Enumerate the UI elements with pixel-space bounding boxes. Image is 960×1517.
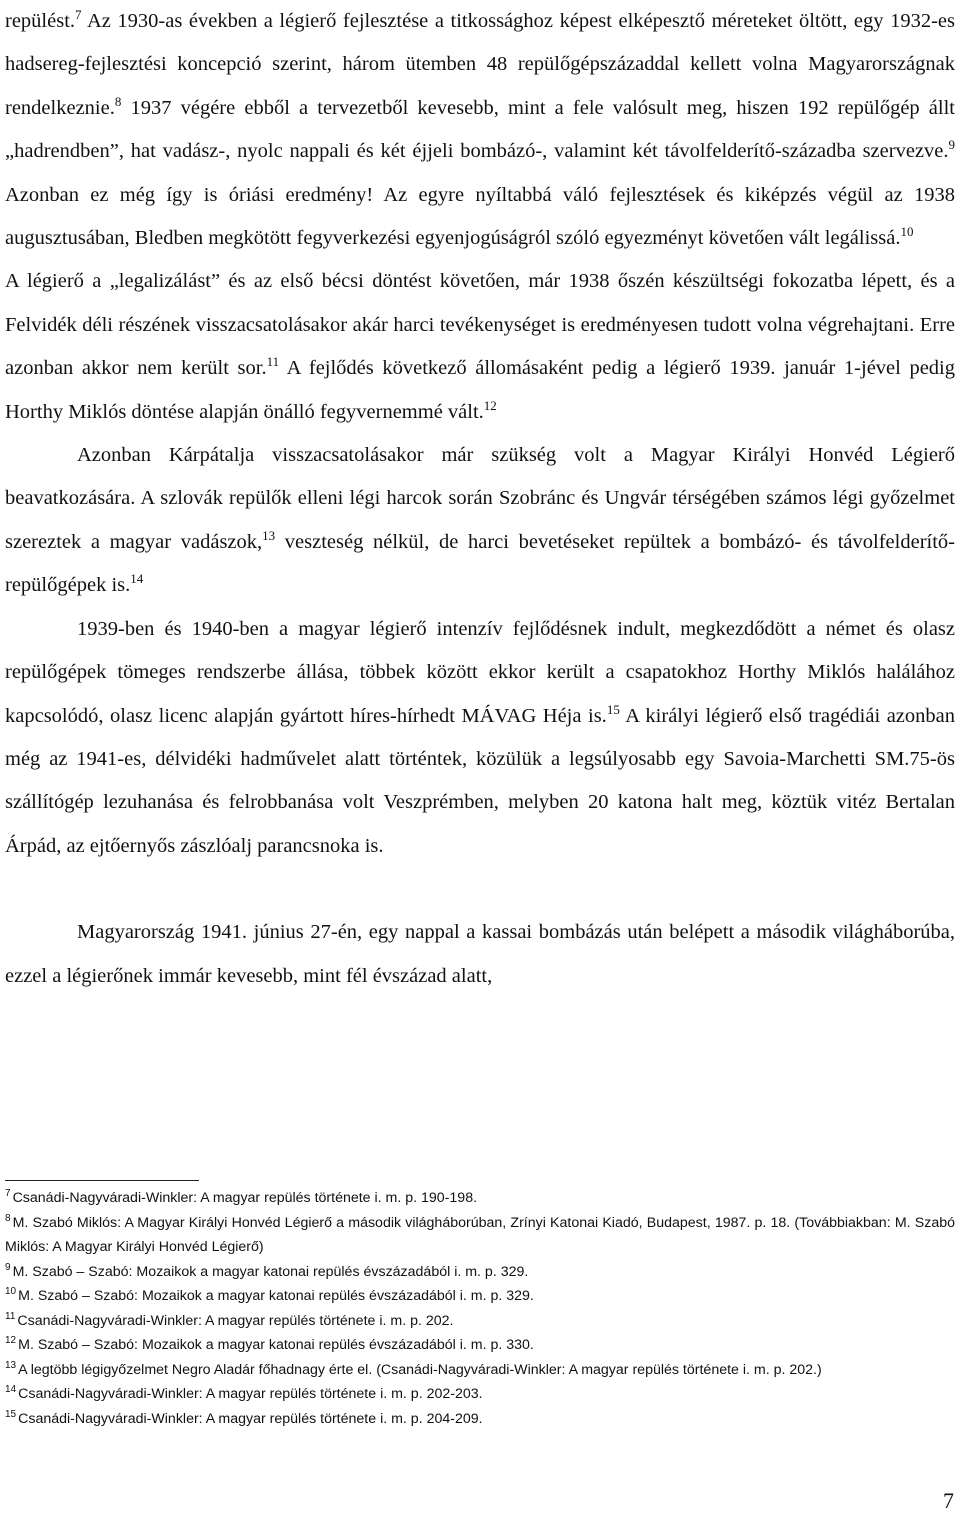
body-text xyxy=(5,0,955,998)
footnotes xyxy=(5,1186,955,1431)
footnote-ref[interactable]: 9 xyxy=(948,137,955,153)
footnote-text: M. Szabó – Szabó: Mozaikok a magyar katonai repülés évszázadából i. m. p. 329. xyxy=(18,1288,534,1304)
footnote-14 xyxy=(5,1382,955,1407)
footnote-number: 8 xyxy=(5,1212,11,1224)
footnote-number: 15 xyxy=(5,1408,17,1420)
paragraph-2 xyxy=(5,260,955,434)
footnote-ref[interactable]: 13 xyxy=(262,527,276,543)
footnote-ref[interactable]: 12 xyxy=(483,397,497,413)
paragraph-text: 1937 végére ebből a tervezetből kevesebb, mint a fele valósult meg, hiszen 192 repülőgép állt „hadrendben”, hat vadász-, nyolc nappali és két éjjeli bombázó-, valamint két távolfelderítő-századba szervezve. xyxy=(5,96,955,163)
page-number: 7 xyxy=(943,1488,954,1513)
footnote-ref[interactable]: 15 xyxy=(606,701,620,717)
footnote-10 xyxy=(5,1284,955,1309)
footnote-separator xyxy=(5,1180,199,1181)
paragraph-text: A légierő a „legalizálást” és az első bécsi döntést követően, már 1938 őszén készültségi fokozatba lépett, és a Felvidék déli részének visszacsatolásakor akár harci tevékenységet is eredményesen tudott volna végrehajtani. Erre azonban akkor nem került sor. xyxy=(5,270,955,380)
footnote-7 xyxy=(5,1186,955,1211)
footnote-text: Csanádi-Nagyváradi-Winkler: A magyar repülés története i. m. p. 202. xyxy=(17,1312,454,1329)
footnote-text: Csanádi-Nagyváradi-Winkler: A magyar repülés története i. m. p. 190-198. xyxy=(12,1190,478,1206)
footnote-15 xyxy=(5,1407,955,1432)
footnote-text: M. Szabó – Szabó: Mozaikok a magyar katonai repülés évszázadából i. m. p. 330. xyxy=(18,1337,534,1353)
paragraph-text: Az 1930-as években a légierő fejlesztése a titkossághoz képest elképesztő méreteket öltött, egy 1932-es hadsereg-fejlesztési koncepció szerint, három ütemben 48 repülőgépszázaddal kellett volna Magyarországnak rendelkeznie. xyxy=(5,10,955,119)
footnote-ref[interactable]: 11 xyxy=(266,354,280,370)
footnote-number: 11 xyxy=(5,1310,16,1322)
footnote-9 xyxy=(5,1260,955,1285)
paragraph-3 xyxy=(5,434,955,608)
footnote-text: Csanádi-Nagyváradi-Winkler: A magyar repülés története i. m. p. 204-209. xyxy=(18,1410,483,1427)
footnote-ref[interactable]: 8 xyxy=(114,93,122,109)
footnote-text: A legtöbb légigyőzelmet Negro Aladár főhadnagy érte el. (Csanádi-Nagyváradi-Winkler: A magyar repülés története i. m. p. 202.) xyxy=(18,1361,822,1378)
footnote-number: 14 xyxy=(5,1384,17,1395)
paragraph-spacer xyxy=(5,868,955,911)
paragraph-text: veszteség nélkül, de harci bevetéseket repültek a bombázó- és távolfelderítő-repülőgépek is. xyxy=(5,530,955,597)
paragraph-text: Magyarország 1941. június 27-én, egy nappal a kassai bombázás után belépett a második világháborúba, ezzel a légierőnek immár kevesebb, mint fél évszázad alatt, xyxy=(5,921,955,987)
paragraph-text: repülést. xyxy=(5,10,76,32)
footnote-ref[interactable]: 7 xyxy=(75,7,82,22)
footnote-number: 13 xyxy=(5,1359,17,1371)
paragraph-4 xyxy=(5,608,955,868)
paragraph-text: 1939-ben és 1940-ben a magyar légierő intenzív fejlődésnek indult, megkezdődött a német és olasz repülőgépek tömeges rendszerbe állása, többek között ekkor került a csapatokhoz Horthy Miklós halálához kapcsolódó, olasz licenc alapján gyártott híres-hírhedt MÁVAG Héja is. xyxy=(5,617,955,727)
footnote-number: 7 xyxy=(5,1188,11,1199)
footnote-ref[interactable]: 14 xyxy=(130,571,144,587)
paragraph-text: Azonban Kárpátalja visszacsatolásakor már szükség volt a Magyar Királyi Honvéd Légierő beavatkozására. A szlovák repülők elleni légi harcok során Szobránc és Ungvár térségében számos légi győzelmet szereztek a magyar vadászok, xyxy=(5,444,955,553)
footnote-text: M. Szabó – Szabó: Mozaikok a magyar katonai repülés évszázadából i. m. p. 329. xyxy=(12,1263,529,1280)
paragraph-text: A királyi légierő első tragédiái azonban még az 1941-es, délvidéki hadművelet alatt történtek, közülük a legsúlyosabb egy Savoia-Marchetti SM.75-ös szállítógép lezuhanása és felrobbanása volt Veszprémben, melyben 20 katona halt meg, köztük vitéz Bertalan Árpád, az ejtőernyős zászlóalj parancsnoka is. xyxy=(5,704,956,857)
footnote-number: 10 xyxy=(5,1286,17,1297)
paragraph-text: A fejlődés következő állomásaként pedig a légierő 1939. január 1-jével pedig Horthy Miklós döntése alapján önálló fegyvernemmé vált. xyxy=(5,357,955,423)
footnote-number: 12 xyxy=(5,1335,17,1346)
paragraph-1 xyxy=(5,0,955,260)
footnote-11 xyxy=(5,1309,955,1334)
footnote-13 xyxy=(5,1358,955,1383)
footnote-12 xyxy=(5,1333,955,1358)
paragraph-text: Azonban ez még így is óriási eredmény! Az egyre nyíltabbá váló fejlesztések és kiképzés végül az 1938 augusztusában, Bledben megkötött fegyverkezési egyenjogúságról szóló egyezményt követően vált legálissá. xyxy=(5,183,955,250)
footnote-number: 9 xyxy=(5,1261,11,1273)
footnote-ref[interactable]: 10 xyxy=(900,224,914,240)
footnote-text: M. Szabó Miklós: A Magyar Királyi Honvéd Légierő a második világháborúban, Zrínyi Katonai Kiadó, Budapest, 1987. p. 18. (Továbbiakban: M. Szabó Miklós: A Magyar Királyi Honvéd Légierő) xyxy=(5,1214,955,1255)
footnote-text: Csanádi-Nagyváradi-Winkler: A magyar repülés története i. m. p. 202-203. xyxy=(18,1386,483,1402)
paragraph-5 xyxy=(5,911,955,998)
footnote-8 xyxy=(5,1211,955,1260)
